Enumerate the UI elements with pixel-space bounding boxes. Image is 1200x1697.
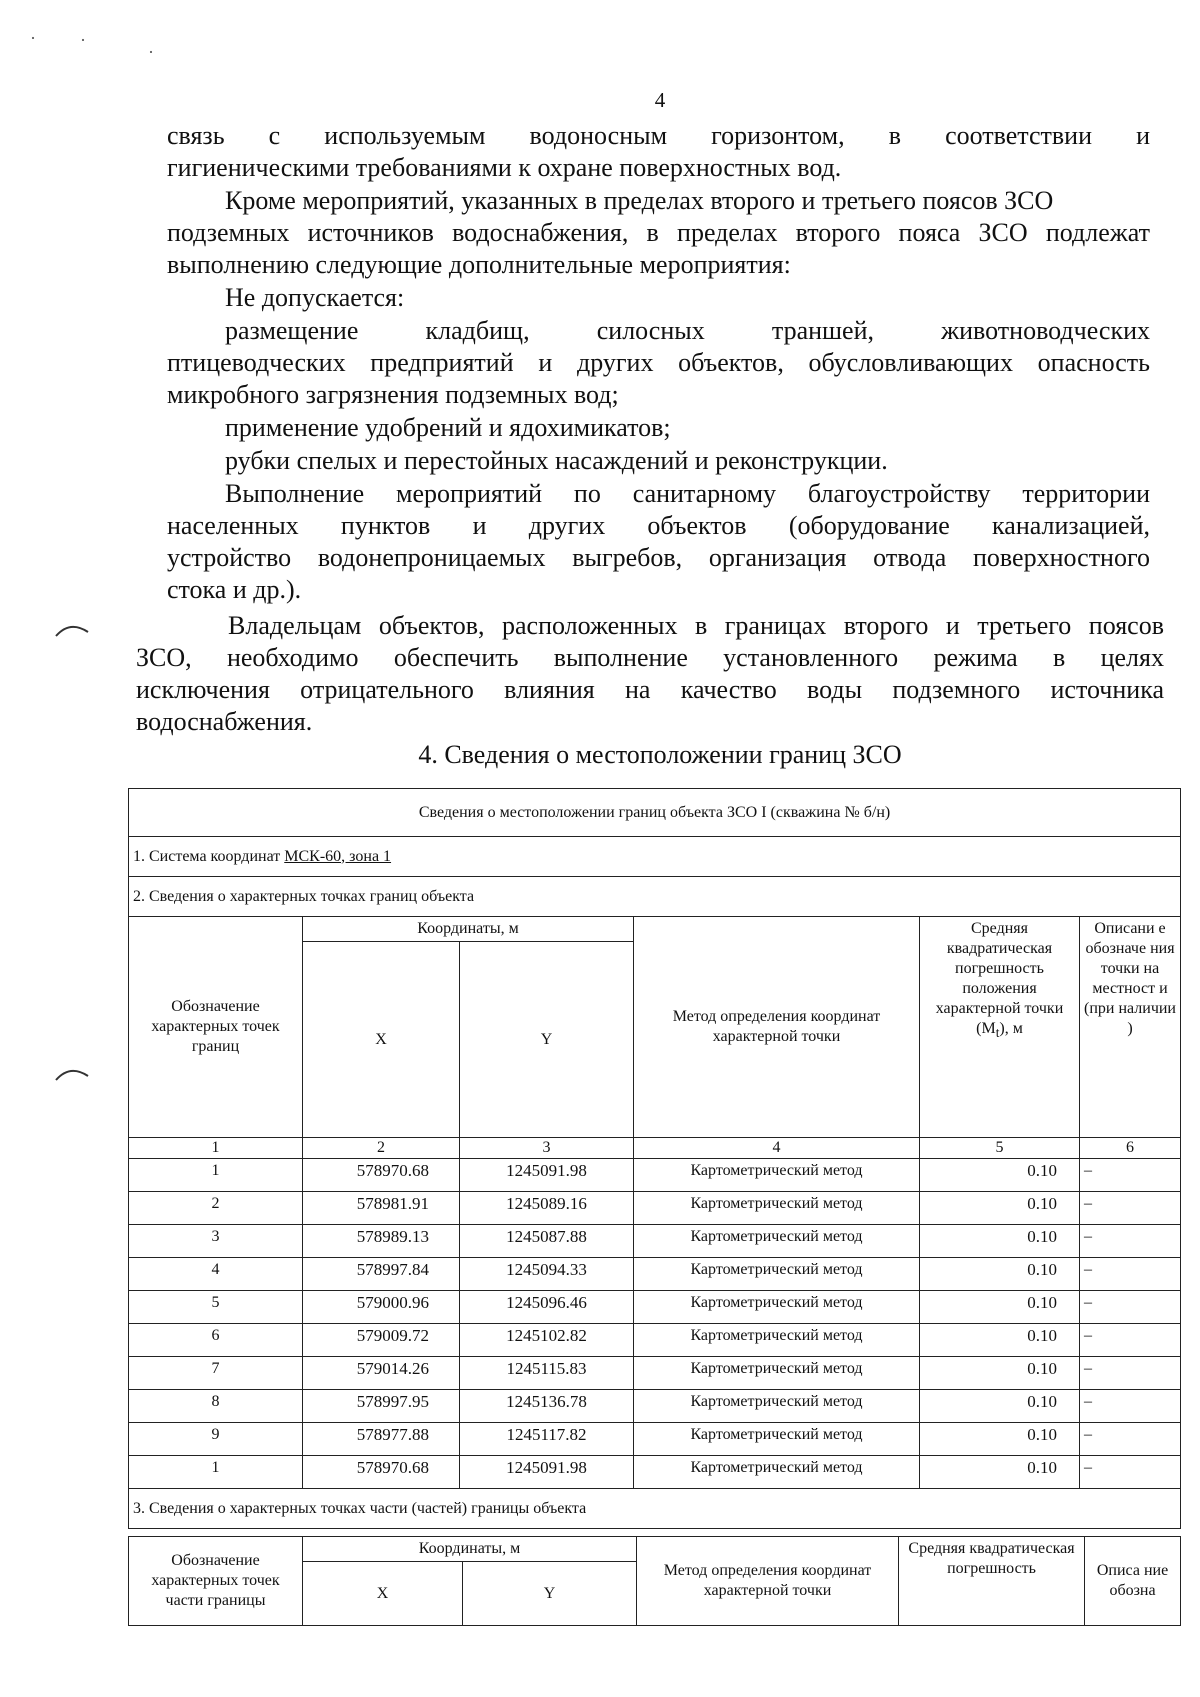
error-cell: 0.10 bbox=[920, 1258, 1080, 1291]
word: соответствии bbox=[945, 121, 1092, 150]
header-method: Метод определения координат характерной точки bbox=[634, 917, 920, 1138]
paragraph-7-line-3: устройство водонепроницаемых выгребов, организация отвода поверхностного bbox=[167, 543, 1150, 572]
x-coordinate-cell: 578977.88 bbox=[303, 1423, 460, 1456]
description-cell: – bbox=[1080, 1324, 1181, 1357]
column-number: 5 bbox=[920, 1138, 1080, 1159]
scan-mark bbox=[52, 618, 92, 642]
method-cell: Картометрический метод bbox=[634, 1159, 920, 1192]
coordinate-rows bbox=[129, 1159, 1181, 1489]
method-cell: Картометрический метод bbox=[634, 1357, 920, 1390]
point-id-cell: 9 bbox=[129, 1423, 303, 1456]
error-cell: 0.10 bbox=[920, 1192, 1080, 1225]
part-header-coordinates: Координаты, м bbox=[303, 1537, 637, 1562]
x-coordinate-cell: 579000.96 bbox=[303, 1291, 460, 1324]
y-coordinate-cell: 1245089.16 bbox=[460, 1192, 634, 1225]
header-description: Описани е обозначе ния точки на местност и (при наличии ) bbox=[1080, 917, 1181, 1138]
paragraph-8-line-2: ЗСО, необходимо обеспечить выполнение установленного режима в целях bbox=[136, 643, 1164, 672]
method-cell: Картометрический метод bbox=[634, 1192, 920, 1225]
y-coordinate-cell: 1245091.98 bbox=[460, 1456, 634, 1489]
point-id-cell: 5 bbox=[129, 1291, 303, 1324]
header-designation: Обозначение характерных точек границ bbox=[129, 917, 303, 1138]
header-x: X bbox=[303, 942, 460, 1138]
method-cell: Картометрический метод bbox=[634, 1423, 920, 1456]
column-number-row bbox=[129, 1138, 1181, 1159]
y-coordinate-cell: 1245096.46 bbox=[460, 1291, 634, 1324]
x-coordinate-cell: 578970.68 bbox=[303, 1456, 460, 1489]
x-coordinate-cell: 578981.91 bbox=[303, 1192, 460, 1225]
section-3-header: 3. Сведения о характерных точках части (частей) границы объекта bbox=[129, 1489, 1181, 1529]
point-id-cell: 7 bbox=[129, 1357, 303, 1390]
error-cell: 0.10 bbox=[920, 1225, 1080, 1258]
point-id-cell: 1 bbox=[129, 1159, 303, 1192]
part-header-description: Описа ние обозна bbox=[1085, 1537, 1181, 1626]
x-coordinate-cell: 578997.95 bbox=[303, 1390, 460, 1423]
method-cell: Картометрический метод bbox=[634, 1390, 920, 1423]
description-cell: – bbox=[1080, 1291, 1181, 1324]
description-cell: – bbox=[1080, 1357, 1181, 1390]
coordinate-system-value: МСК-60, зона 1 bbox=[284, 847, 392, 865]
coordinate-system-row bbox=[129, 837, 1181, 877]
word: траншей, bbox=[771, 316, 874, 345]
table-row bbox=[129, 1159, 1181, 1192]
table-row bbox=[129, 1390, 1181, 1423]
paragraph-6: рубки спелых и перестойных насаждений и реконструкции. bbox=[225, 446, 888, 475]
paragraph-4-line-1 bbox=[225, 315, 1150, 347]
description-cell: – bbox=[1080, 1258, 1181, 1291]
header-error-sub: t bbox=[995, 1025, 1000, 1041]
part-header-method: Метод определения координат характерной точки bbox=[637, 1537, 899, 1626]
column-number: 6 bbox=[1080, 1138, 1181, 1159]
y-coordinate-cell: 1245087.88 bbox=[460, 1225, 634, 1258]
description-cell: – bbox=[1080, 1456, 1181, 1489]
header-error-end: ), м bbox=[999, 1020, 1023, 1037]
word: горизонтом, bbox=[711, 121, 845, 150]
description-cell: – bbox=[1080, 1423, 1181, 1456]
part-header-x: X bbox=[303, 1562, 463, 1626]
paragraph-7-line-4: стока и др.). bbox=[167, 575, 302, 604]
word: используемым bbox=[324, 121, 486, 150]
point-id-cell: 2 bbox=[129, 1192, 303, 1225]
scan-speck: · bbox=[148, 42, 154, 62]
method-cell: Картометрический метод bbox=[634, 1291, 920, 1324]
x-coordinate-cell: 578970.68 bbox=[303, 1159, 460, 1192]
table-row bbox=[129, 1324, 1181, 1357]
paragraph-4-line-3: микробного загрязнения подземных вод; bbox=[167, 380, 619, 409]
section-2-header: 2. Сведения о характерных точках границ объекта bbox=[129, 877, 1181, 917]
word: кладбищ, bbox=[425, 316, 530, 345]
x-coordinate-cell: 578997.84 bbox=[303, 1258, 460, 1291]
y-coordinate-cell: 1245094.33 bbox=[460, 1258, 634, 1291]
point-id-cell: 6 bbox=[129, 1324, 303, 1357]
word: силосных bbox=[596, 316, 705, 345]
column-number: 2 bbox=[303, 1138, 460, 1159]
point-id-cell: 8 bbox=[129, 1390, 303, 1423]
table-caption: Сведения о местоположении границ объекта ЗСО I (скважина № б/н) bbox=[129, 789, 1181, 837]
header-error-text: Средняя квадратическая погрешность положения характерной точки (M bbox=[935, 920, 1064, 1037]
scan-mark bbox=[52, 1062, 92, 1086]
column-number: 1 bbox=[129, 1138, 303, 1159]
point-id-cell: 3 bbox=[129, 1225, 303, 1258]
header-error bbox=[920, 917, 1080, 1138]
error-cell: 0.10 bbox=[920, 1456, 1080, 1489]
table-row bbox=[129, 1357, 1181, 1390]
zso-part-boundary-table bbox=[128, 1536, 1181, 1626]
table-row bbox=[129, 1258, 1181, 1291]
paragraph-2-line-3: выполнению следующие дополнительные мероприятия: bbox=[167, 250, 791, 279]
y-coordinate-cell: 1245091.98 bbox=[460, 1159, 634, 1192]
word: водоносным bbox=[529, 121, 668, 150]
y-coordinate-cell: 1245115.83 bbox=[460, 1357, 634, 1390]
error-cell: 0.10 bbox=[920, 1357, 1080, 1390]
table-row bbox=[129, 1225, 1181, 1258]
paragraph-1-line-2: гигиеническими требованиями к охране поверхностных вод. bbox=[167, 153, 842, 182]
word: и bbox=[1136, 121, 1151, 150]
table-row bbox=[129, 1456, 1181, 1489]
paragraph-8-line-1: Владельцам объектов, расположенных в границах второго и третьего поясов bbox=[228, 611, 1164, 640]
error-cell: 0.10 bbox=[920, 1390, 1080, 1423]
method-cell: Картометрический метод bbox=[634, 1324, 920, 1357]
paragraph-3: Не допускается: bbox=[225, 283, 405, 312]
paragraph-5: применение удобрений и ядохимикатов; bbox=[225, 413, 671, 442]
paragraph-8-line-3: исключения отрицательного влияния на качество воды подземного источника bbox=[136, 675, 1164, 704]
table-row bbox=[129, 1291, 1181, 1324]
zso-boundary-table bbox=[128, 788, 1181, 1529]
part-header-y: Y bbox=[463, 1562, 637, 1626]
paragraph-7-line-2: населенных пунктов и других объектов (оборудование канализацией, bbox=[167, 511, 1150, 540]
column-number: 4 bbox=[634, 1138, 920, 1159]
point-id-cell: 4 bbox=[129, 1258, 303, 1291]
word: размещение bbox=[225, 316, 359, 345]
error-cell: 0.10 bbox=[920, 1159, 1080, 1192]
y-coordinate-cell: 1245117.82 bbox=[460, 1423, 634, 1456]
table-row bbox=[129, 1423, 1181, 1456]
x-coordinate-cell: 579009.72 bbox=[303, 1324, 460, 1357]
description-cell: – bbox=[1080, 1390, 1181, 1423]
coordinate-system-label: 1. Система координат bbox=[133, 847, 285, 865]
word: с bbox=[268, 121, 281, 150]
description-cell: – bbox=[1080, 1159, 1181, 1192]
section-title: 4. Сведения о местоположении границ ЗСО bbox=[418, 740, 902, 769]
part-header-designation: Обозначение характерных точек части границы bbox=[129, 1537, 303, 1626]
table-row bbox=[129, 1192, 1181, 1225]
error-cell: 0.10 bbox=[920, 1423, 1080, 1456]
word: в bbox=[888, 121, 901, 150]
scan-speck: · bbox=[80, 30, 86, 50]
header-coordinates: Координаты, м bbox=[303, 917, 634, 942]
method-cell: Картометрический метод bbox=[634, 1456, 920, 1489]
point-id-cell: 1 bbox=[129, 1456, 303, 1489]
y-coordinate-cell: 1245102.82 bbox=[460, 1324, 634, 1357]
method-cell: Картометрический метод bbox=[634, 1225, 920, 1258]
x-coordinate-cell: 579014.26 bbox=[303, 1357, 460, 1390]
description-cell: – bbox=[1080, 1192, 1181, 1225]
word: животноводческих bbox=[941, 316, 1150, 345]
error-cell: 0.10 bbox=[920, 1324, 1080, 1357]
paragraph-8-line-4: водоснабжения. bbox=[136, 707, 313, 736]
paragraph-2-line-2: подземных источников водоснабжения, в пределах второго пояса ЗСО подлежат bbox=[167, 218, 1150, 247]
y-coordinate-cell: 1245136.78 bbox=[460, 1390, 634, 1423]
scan-speck: · bbox=[30, 28, 36, 48]
page-number: 4 bbox=[654, 88, 666, 112]
part-header-error: Средняя квадратическая погрешность bbox=[899, 1537, 1085, 1626]
paragraph-7-line-1: Выполнение мероприятий по санитарному благоустройству территории bbox=[225, 479, 1150, 508]
paragraph-2-line-1: Кроме мероприятий, указанных в пределах второго и третьего поясов ЗСО bbox=[225, 186, 1054, 215]
header-y: Y bbox=[460, 942, 634, 1138]
word: связь bbox=[167, 121, 225, 150]
column-number: 3 bbox=[460, 1138, 634, 1159]
error-cell: 0.10 bbox=[920, 1291, 1080, 1324]
description-cell: – bbox=[1080, 1225, 1181, 1258]
paragraph-1-line-1 bbox=[167, 120, 1150, 152]
method-cell: Картометрический метод bbox=[634, 1258, 920, 1291]
x-coordinate-cell: 578989.13 bbox=[303, 1225, 460, 1258]
paragraph-4-line-2: птицеводческих предприятий и других объектов, обусловливающих опасность bbox=[167, 348, 1150, 377]
